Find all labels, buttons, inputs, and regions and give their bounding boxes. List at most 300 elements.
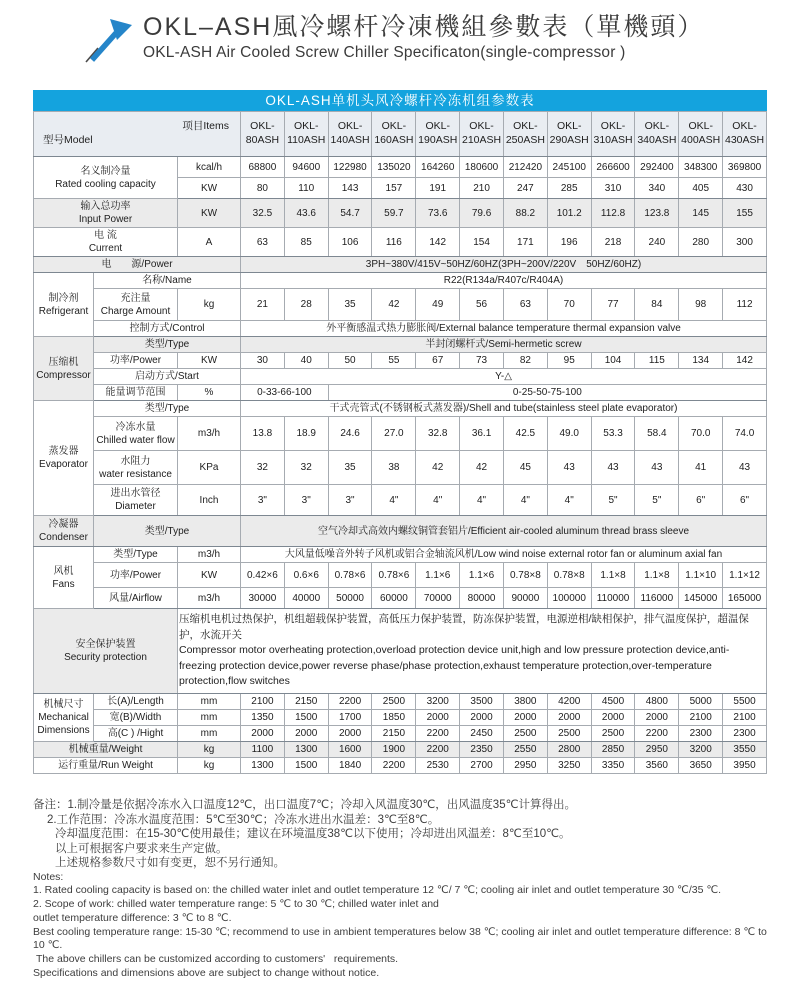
data-cell: 18.9 — [284, 417, 328, 451]
data-cell: 122980 — [328, 157, 372, 178]
data-cell: 2150 — [284, 694, 328, 710]
value-text-line: Compressor motor overheating protection,overload protection device unit,high and low pressure protection device,anti-freezing protection device,power reverse phase/phase protection,exhaust temperature protection,over-temperature protection,flow switches — [179, 644, 730, 688]
data-cell: 212420 — [503, 157, 547, 178]
data-cell: 2000 — [241, 726, 285, 742]
label-cell: 进出水管径 Diameter — [94, 485, 178, 516]
label-cell: 充注量 Charge Amount — [94, 289, 178, 321]
data-cell: 36.1 — [460, 417, 504, 451]
value-cell: Y-△ — [241, 369, 767, 385]
data-cell: 112 — [723, 289, 767, 321]
data-cell: 210 — [460, 178, 504, 199]
data-cell: 3800 — [503, 694, 547, 710]
data-cell: 2200 — [416, 742, 460, 758]
label-cell: 长(A)/Length — [94, 694, 178, 710]
note-line: 1. Rated cooling capacity is based on: the chilled water inlet and outlet temperature 12 ℃/ 7 ℃; cooling air inlet and outlet temperature 30 ℃/35 ℃. — [33, 884, 722, 897]
data-cell: 1850 — [372, 710, 416, 726]
data-cell: 285 — [547, 178, 591, 199]
data-cell: 3" — [284, 485, 328, 516]
data-cell: 240 — [635, 228, 679, 257]
data-cell: 3550 — [723, 742, 767, 758]
data-cell: 2500 — [591, 726, 635, 742]
label-cell: 电 源/Power — [34, 257, 241, 273]
table-row — [34, 694, 767, 710]
table-row — [34, 401, 767, 417]
table-banner-title: OKL-ASH单机头风冷螺杆冷冻机组参数表 — [33, 90, 767, 111]
data-cell: 32.8 — [416, 417, 460, 451]
value-cell: 干式壳管式(不锈钢板式蒸发器)/Shell and tube(stainless steel plate evaporator) — [241, 401, 767, 417]
data-cell: 60000 — [372, 588, 416, 609]
data-cell: 2150 — [372, 726, 416, 742]
model-header: OKL- 430ASH — [723, 112, 767, 157]
data-cell: 0.78×8 — [547, 563, 591, 588]
unit-cell: kg — [178, 289, 241, 321]
label-cell: 安全保护装置 Security protection — [34, 609, 178, 694]
data-cell: 77 — [591, 289, 635, 321]
data-cell: 2450 — [460, 726, 504, 742]
table-row — [34, 451, 767, 485]
unit-cell: KPa — [178, 451, 241, 485]
model-header: OKL- 340ASH — [635, 112, 679, 157]
note-line: 2. Scope of work: chilled water temperature range: 5 ℃ to 30 ℃; chilled water inlet and — [33, 898, 439, 911]
table-row — [34, 726, 767, 742]
table-row — [34, 710, 767, 726]
data-cell: 2200 — [372, 758, 416, 774]
data-cell: 41 — [679, 451, 723, 485]
value-cell: 3PH~380V/415V~50HZ/60HZ(3PH~200V/220V 50HZ/60HZ) — [241, 257, 767, 273]
value-cell: 外平衡感温式热力膨胀阀/External balance temperature thermal expansion valve — [241, 321, 767, 337]
data-cell: 2530 — [416, 758, 460, 774]
data-cell: 3500 — [460, 694, 504, 710]
data-cell: 4" — [503, 485, 547, 516]
note-line: 备注：1.制冷量是依据冷冻水入口温度12℃，出口温度7℃；冷却入风温度30℃，出风温度35℃计算得出。 — [33, 799, 577, 811]
data-cell: 1600 — [328, 742, 372, 758]
data-cell: 134 — [679, 353, 723, 369]
table-row — [34, 199, 767, 228]
corner-model-items — [34, 112, 241, 157]
data-cell: 2500 — [547, 726, 591, 742]
label-cell: 宽(B)/Width — [94, 710, 178, 726]
note-line: 2.工作范围：冷冻水温度范围：5℃至30℃；冷冻水进出水温差：3℃至8℃。 — [47, 813, 440, 826]
label-cell: 输入总功率 Input Power — [34, 199, 178, 228]
note-line: 以上可根据客户要求来生产定做。 — [55, 842, 228, 855]
table-row — [34, 588, 767, 609]
data-cell: 67 — [416, 353, 460, 369]
value-cell: 半封闭螺杆式/Semi-hermetic screw — [241, 337, 767, 353]
unit-cell: kcal/h — [178, 157, 241, 178]
data-cell: 112.8 — [591, 199, 635, 228]
data-cell: 247 — [503, 178, 547, 199]
data-cell: 3200 — [416, 694, 460, 710]
data-cell: 2300 — [679, 726, 723, 742]
label-cell: 类型/Type — [94, 516, 241, 547]
label-cell: 启动方式/Start — [94, 369, 241, 385]
table-row — [34, 273, 767, 289]
unit-cell: mm — [178, 694, 241, 710]
data-cell: 6" — [679, 485, 723, 516]
data-cell: 98 — [679, 289, 723, 321]
data-cell: 292400 — [635, 157, 679, 178]
note-line: 冷却温度范围：在15-30℃使用最佳；建议在环境温度38℃以下使用；冷却进出风温差：8℃至10℃。 — [55, 828, 571, 840]
table-row — [34, 228, 767, 257]
data-cell: 0.42×6 — [241, 563, 285, 588]
data-cell: 79.6 — [460, 199, 504, 228]
model-header: OKL- 310ASH — [591, 112, 635, 157]
data-cell: 157 — [372, 178, 416, 199]
data-cell: 42 — [416, 451, 460, 485]
data-cell: 280 — [679, 228, 723, 257]
data-cell: 2350 — [460, 742, 504, 758]
data-cell: 30 — [241, 353, 285, 369]
table-row — [34, 257, 767, 273]
group-cell: 蒸发器 Evaporator — [34, 401, 94, 516]
data-cell: 110000 — [591, 588, 635, 609]
data-cell: 155 — [723, 199, 767, 228]
label-cell: 运行重量/Run Weight — [34, 758, 178, 774]
table-row — [34, 321, 767, 337]
corner-items-label: 项目Items — [182, 120, 229, 132]
data-cell: 100000 — [547, 588, 591, 609]
label-cell: 水阻力 water resistance — [94, 451, 178, 485]
data-cell: 2000 — [547, 710, 591, 726]
data-cell: 85 — [284, 228, 328, 257]
unit-cell: % — [178, 385, 241, 401]
table-row — [34, 417, 767, 451]
data-cell: 90000 — [503, 588, 547, 609]
group-cell: 冷凝器 Condenser — [34, 516, 94, 547]
doc-title-en: OKL-ASH Air Cooled Screw Chiller Specificaton(single-compressor ) — [143, 44, 626, 61]
title-block — [83, 12, 790, 78]
data-cell: 245100 — [547, 157, 591, 178]
data-cell: 2100 — [679, 710, 723, 726]
unit-cell: A — [178, 228, 241, 257]
corner-model-label: 型号Model — [43, 134, 93, 147]
data-cell: 145 — [679, 199, 723, 228]
data-cell: 1700 — [328, 710, 372, 726]
unit-cell: mm — [178, 726, 241, 742]
data-cell: 53.3 — [591, 417, 635, 451]
data-cell: 4500 — [591, 694, 635, 710]
data-cell: 3" — [328, 485, 372, 516]
group-cell: 风机 Fans — [34, 547, 94, 609]
data-cell: 28 — [284, 289, 328, 321]
data-cell: 135020 — [372, 157, 416, 178]
model-header: OKL- 250ASH — [503, 112, 547, 157]
data-cell: 266600 — [591, 157, 635, 178]
unit-cell: KW — [178, 199, 241, 228]
data-cell: 143 — [328, 178, 372, 199]
data-cell: 369800 — [723, 157, 767, 178]
data-cell: 3200 — [679, 742, 723, 758]
data-cell: 80 — [241, 178, 285, 199]
data-cell: 42 — [372, 289, 416, 321]
data-cell: 2300 — [723, 726, 767, 742]
data-cell: 6" — [723, 485, 767, 516]
data-cell: 1100 — [241, 742, 285, 758]
data-cell: 43 — [547, 451, 591, 485]
data-cell: 21 — [241, 289, 285, 321]
doc-title-cn: OKL–ASH風冷螺杆冷凍機組參數表（單機頭） — [143, 13, 705, 41]
data-cell: 55 — [372, 353, 416, 369]
model-header: OKL- 400ASH — [679, 112, 723, 157]
data-cell: 191 — [416, 178, 460, 199]
model-header: OKL- 160ASH — [372, 112, 416, 157]
data-cell: 142 — [723, 353, 767, 369]
unit-cell: Inch — [178, 485, 241, 516]
model-header: OKL- 140ASH — [328, 112, 372, 157]
data-cell: 0.78×8 — [503, 563, 547, 588]
data-cell: 80000 — [460, 588, 504, 609]
data-cell: 32 — [284, 451, 328, 485]
label-cell: 类型/Type — [94, 337, 241, 353]
label-cell: 名义制冷量 Rated cooling capacity — [34, 157, 178, 199]
unit-cell: KW — [178, 353, 241, 369]
unit-cell: KW — [178, 563, 241, 588]
data-cell: 50000 — [328, 588, 372, 609]
data-cell: 405 — [679, 178, 723, 199]
data-cell: 73 — [460, 353, 504, 369]
note-line: Specifications and dimensions above are subject to change without notice. — [33, 967, 380, 980]
data-cell: 2000 — [591, 710, 635, 726]
data-cell: 40 — [284, 353, 328, 369]
data-cell: 27.0 — [372, 417, 416, 451]
data-cell: 196 — [547, 228, 591, 257]
data-cell: 2000 — [416, 710, 460, 726]
titles — [143, 12, 704, 64]
table-row — [34, 758, 767, 774]
data-cell: 4200 — [547, 694, 591, 710]
data-cell: 24.6 — [328, 417, 372, 451]
data-cell: 4" — [460, 485, 504, 516]
label-cell: 功率/Power — [94, 353, 178, 369]
data-cell: 70.0 — [679, 417, 723, 451]
data-cell: 0.6×6 — [284, 563, 328, 588]
data-cell: 49 — [416, 289, 460, 321]
group-cell: 制冷剂 Refrigerant — [34, 273, 94, 337]
unit-cell: mm — [178, 710, 241, 726]
label-cell: 名称/Name — [94, 273, 241, 289]
model-header: OKL- 190ASH — [416, 112, 460, 157]
data-cell: 3250 — [547, 758, 591, 774]
data-cell: 3650 — [679, 758, 723, 774]
data-cell: 300 — [723, 228, 767, 257]
data-cell: 1.1×8 — [591, 563, 635, 588]
data-cell: 5500 — [723, 694, 767, 710]
unit-cell: m3/h — [178, 417, 241, 451]
data-cell: 73.6 — [416, 199, 460, 228]
value-cell: 0-25-50-75-100 — [328, 385, 766, 401]
data-cell: 2700 — [460, 758, 504, 774]
data-cell: 2100 — [241, 694, 285, 710]
data-cell: 2200 — [635, 726, 679, 742]
data-cell: 2500 — [503, 726, 547, 742]
data-cell: 348300 — [679, 157, 723, 178]
label-cell: 高(C ) /Hight — [94, 726, 178, 742]
data-cell: 104 — [591, 353, 635, 369]
data-cell: 13.8 — [241, 417, 285, 451]
model-header: OKL- 210ASH — [460, 112, 504, 157]
group-cell: 压缩机 Compressor — [34, 337, 94, 401]
data-cell: 4800 — [635, 694, 679, 710]
data-cell: 1.1×8 — [635, 563, 679, 588]
data-cell: 43 — [635, 451, 679, 485]
data-cell: 1500 — [284, 758, 328, 774]
value-cell: 空气冷却式高效内螺纹铜管套铝片/Efficient air-cooled aluminum thread brass sleeve — [241, 516, 767, 547]
label-cell: 控制方式/Control — [94, 321, 241, 337]
data-cell: 2200 — [328, 694, 372, 710]
note-line: 上述规格参数尺寸如有变更，恕不另行通知。 — [55, 857, 285, 869]
data-cell: 70000 — [416, 588, 460, 609]
data-cell: 154 — [460, 228, 504, 257]
table-row — [34, 516, 767, 547]
data-cell: 340 — [635, 178, 679, 199]
data-cell: 101.2 — [547, 199, 591, 228]
label-cell: 类型/Type — [94, 401, 241, 417]
note-line: Best cooling temperature range: 15-30 ℃; recommend to use in ambient temperatures below 38 ℃; cooling air inlet and outlet temperature difference: 8 ℃ to 10 ℃. — [33, 925, 770, 952]
data-cell: 165000 — [723, 588, 767, 609]
value-cell — [178, 609, 767, 694]
label-cell: 机械重量/Weight — [34, 742, 178, 758]
data-cell: 3" — [241, 485, 285, 516]
unit-cell: KW — [178, 178, 241, 199]
data-cell: 74.0 — [723, 417, 767, 451]
data-cell: 32.5 — [241, 199, 285, 228]
data-cell: 42 — [460, 451, 504, 485]
data-cell: 4" — [372, 485, 416, 516]
data-cell: 145000 — [679, 588, 723, 609]
spec-table — [33, 111, 767, 774]
data-cell: 32 — [241, 451, 285, 485]
data-cell: 218 — [591, 228, 635, 257]
table-row — [34, 485, 767, 516]
table-row — [34, 547, 767, 563]
value-cell: 大风量低噪音外转子风机或铝合金轴流风机/Low wind noise external rotor fan or aluminum axial fan — [241, 547, 767, 563]
data-cell: 180600 — [460, 157, 504, 178]
label-cell: 电 流 Current — [34, 228, 178, 257]
data-cell: 1.1×6 — [460, 563, 504, 588]
data-cell: 82 — [503, 353, 547, 369]
data-cell: 3560 — [635, 758, 679, 774]
data-cell: 2950 — [503, 758, 547, 774]
data-cell: 110 — [284, 178, 328, 199]
data-cell: 115 — [635, 353, 679, 369]
table-row — [34, 289, 767, 321]
table-row — [34, 742, 767, 758]
table-row — [34, 385, 767, 401]
data-cell: 63 — [503, 289, 547, 321]
data-cell: 59.7 — [372, 199, 416, 228]
data-cell: 2000 — [328, 726, 372, 742]
model-header: OKL- 80ASH — [241, 112, 285, 157]
data-cell: 88.2 — [503, 199, 547, 228]
data-cell: 1350 — [241, 710, 285, 726]
note-line: Notes: — [33, 870, 64, 883]
data-cell: 4" — [416, 485, 460, 516]
data-cell: 2200 — [416, 726, 460, 742]
data-cell: 106 — [328, 228, 372, 257]
data-cell: 4" — [547, 485, 591, 516]
data-cell: 3950 — [723, 758, 767, 774]
data-cell: 2100 — [723, 710, 767, 726]
label-cell: 风量/Airflow — [94, 588, 178, 609]
data-cell: 56 — [460, 289, 504, 321]
data-cell: 43 — [723, 451, 767, 485]
group-cell: 机械尺寸 Mechanical Dimensions — [34, 694, 94, 742]
value-cell: R22(R134a/R407c/R404A) — [241, 273, 767, 289]
data-cell: 63 — [241, 228, 285, 257]
table-row — [34, 353, 767, 369]
data-cell: 5" — [591, 485, 635, 516]
value-text-line: 压缩机电机过热保护，机组超载保护装置，高低压力保护装置，防冻保护装置，电源逆相/缺相保护，排气温度保护，超温保护，水流开关 — [179, 613, 749, 641]
label-cell: 能量调节范围 — [94, 385, 178, 401]
data-cell: 1900 — [372, 742, 416, 758]
data-cell: 58.4 — [635, 417, 679, 451]
note-line: The above chillers can be customized according to customers' requirements. — [36, 953, 399, 966]
data-cell: 310 — [591, 178, 635, 199]
data-cell: 2000 — [635, 710, 679, 726]
data-cell: 84 — [635, 289, 679, 321]
data-cell: 2550 — [503, 742, 547, 758]
data-cell: 2000 — [503, 710, 547, 726]
table-row — [34, 609, 767, 694]
data-cell: 142 — [416, 228, 460, 257]
data-cell: 1.1×10 — [679, 563, 723, 588]
data-cell: 116000 — [635, 588, 679, 609]
data-cell: 35 — [328, 451, 372, 485]
data-cell: 43 — [591, 451, 635, 485]
data-cell: 50 — [328, 353, 372, 369]
data-cell: 2000 — [284, 726, 328, 742]
data-cell: 1840 — [328, 758, 372, 774]
unit-cell: m3/h — [178, 547, 241, 563]
data-cell: 54.7 — [328, 199, 372, 228]
data-cell: 2800 — [547, 742, 591, 758]
table-row — [34, 157, 767, 178]
data-cell: 0.78×6 — [372, 563, 416, 588]
data-cell: 1.1×6 — [416, 563, 460, 588]
data-cell: 1300 — [284, 742, 328, 758]
label-cell: 类型/Type — [94, 547, 178, 563]
table-header-row — [34, 112, 767, 157]
data-cell: 1300 — [241, 758, 285, 774]
data-cell: 30000 — [241, 588, 285, 609]
data-cell: 5" — [635, 485, 679, 516]
value-cell: 0-33-66-100 — [241, 385, 329, 401]
note-line: outlet temperature difference: 3 ℃ to 8 ℃. — [33, 911, 232, 924]
table-row — [34, 369, 767, 385]
data-cell: 2850 — [591, 742, 635, 758]
data-cell: 94600 — [284, 157, 328, 178]
notes — [33, 798, 773, 981]
data-cell: 49.0 — [547, 417, 591, 451]
data-cell: 42.5 — [503, 417, 547, 451]
data-cell: 116 — [372, 228, 416, 257]
data-cell: 3350 — [591, 758, 635, 774]
data-cell: 164260 — [416, 157, 460, 178]
data-cell: 35 — [328, 289, 372, 321]
unit-cell: m3/h — [178, 588, 241, 609]
data-cell: 171 — [503, 228, 547, 257]
model-header: OKL- 290ASH — [547, 112, 591, 157]
data-cell: 1.1×12 — [723, 563, 767, 588]
label-cell: 功率/Power — [94, 563, 178, 588]
data-cell: 2000 — [460, 710, 504, 726]
data-cell: 430 — [723, 178, 767, 199]
data-cell: 68800 — [241, 157, 285, 178]
unit-cell: kg — [178, 742, 241, 758]
data-cell: 45 — [503, 451, 547, 485]
data-cell: 0.78×6 — [328, 563, 372, 588]
arrow-logo-icon — [83, 14, 137, 66]
